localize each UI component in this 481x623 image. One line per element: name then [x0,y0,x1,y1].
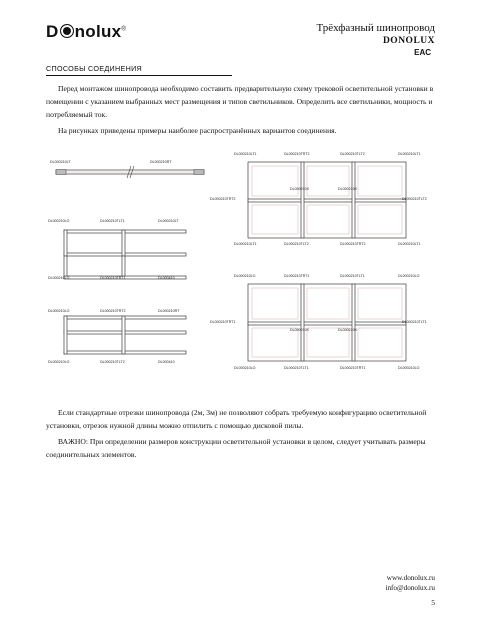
product-title: Трёхфазный шинопровод [316,22,435,34]
label-d4-t2: DL000210TRT2 [284,152,310,156]
label-d5-right: DL000210TLT1 [402,320,427,324]
diagram-grid-bottom [248,284,406,361]
label-d5-x1: DL000210X [290,328,309,332]
footer-email[interactable]: info@donolux.ru [385,584,435,592]
label-d4-right: DL000210TLT2 [402,197,427,201]
label-d3-bot-right: DL000410 [158,360,175,364]
label-d5-t3: DL000210TLT1 [340,274,365,278]
brand-logo [46,22,126,42]
label-d4-x2: DL000210X [338,187,357,191]
diagram-double-c [64,230,186,279]
section-title: СПОСОБЫ СОЕДИНЕНИЯ [46,64,143,73]
label-d3-bot-mid: DL000210TLT2 [100,360,125,364]
label-d5-t2: DL000210TRT1 [284,274,310,278]
label-d5-b3: DL000210TRT1 [340,366,366,370]
label-d3-top-left: DL000210LO [48,309,70,313]
logo-word: nolux [74,22,122,41]
paragraph-important: ВАЖНО: При определении размеров конструкции осветительной установки в целом, следует учитывать размеры соединительных элементов. [46,437,426,460]
label-d4-b2: DL000210TLT2 [284,242,309,246]
diagram-e-shape [64,316,186,354]
label-d4-t3: DL000210TLT2 [340,152,365,156]
label-d5-x2: DL000210X [338,328,357,332]
paragraph-cutting: Если стандартные отрезки шинопровода (2м, 3м) не позволяют собрать требуемую конфигурацию осветительной установки, отрезок нужной длины можно отпилить с помощью дисковой пилы. [46,408,427,431]
section-rule [46,75,232,76]
label-d1-right: DL000210RT [150,160,172,164]
paragraph-examples: На рисунках приведены примеры наиболее распространённых вариантов соединения. [58,126,337,135]
label-d5-b4: DL000210LO [398,366,420,370]
label-d3-bot-left: DL000210LO [48,360,70,364]
label-d4-left: DL000210TRT2 [210,197,236,201]
label-d4-b3: DL000210TRT2 [340,242,366,246]
label-d3-top-mid: DL000210TRT2 [100,309,126,313]
brand-name: DONOLUX [382,36,435,46]
label-d5-left: DL000210TRT1 [210,320,236,324]
label-d4-t4: DL000210LT1 [398,152,421,156]
label-d5-b1: DL000210LO [234,366,256,370]
label-d2-top-mid: DL000210TLT1 [100,219,125,223]
label-d4-b1: DL000210LT1 [234,242,257,246]
logo-circle-icon [60,24,74,38]
label-d3-top-right: DL000210RT [158,309,180,313]
label-d2-bot-right: DL000410 [158,276,175,280]
label-d4-t1: DL000210LT1 [234,152,257,156]
label-d2-top-left: DL000210LO [48,219,70,223]
paragraph-intro: Перед монтажом шинопровода необходимо составить предварительную схему трековой осветительной установки в помещении с указанием выбранных мест размещения и типов светильников. Определить все светильники, мощность и потребляемый ток. [46,84,434,120]
diagram-grid-top [248,162,406,238]
label-d5-t4: DL000210LO [398,274,420,278]
logo-letter: D [46,22,59,41]
label-d2-bot-left: DL000210LO [48,276,70,280]
label-d5-t1: DL000210LO [234,274,256,278]
page-number: 5 [431,598,435,607]
label-d2-bot-mid: DL000210TRT1 [100,276,126,280]
label-d2-top-right: DL000210LT [158,219,179,223]
registered-mark: ® [121,26,127,33]
label-d5-b2: DL000210TLT1 [284,366,309,370]
footer-website[interactable]: www.donolux.ru [386,574,435,582]
label-d4-b4: DL000210LT1 [398,242,421,246]
diagram-straight [56,166,204,178]
label-d4-x1: DL000210X [290,187,309,191]
label-d1-left: DL000210LT [50,160,71,164]
eac-mark: EAC [414,48,431,57]
connection-diagrams [38,148,438,388]
